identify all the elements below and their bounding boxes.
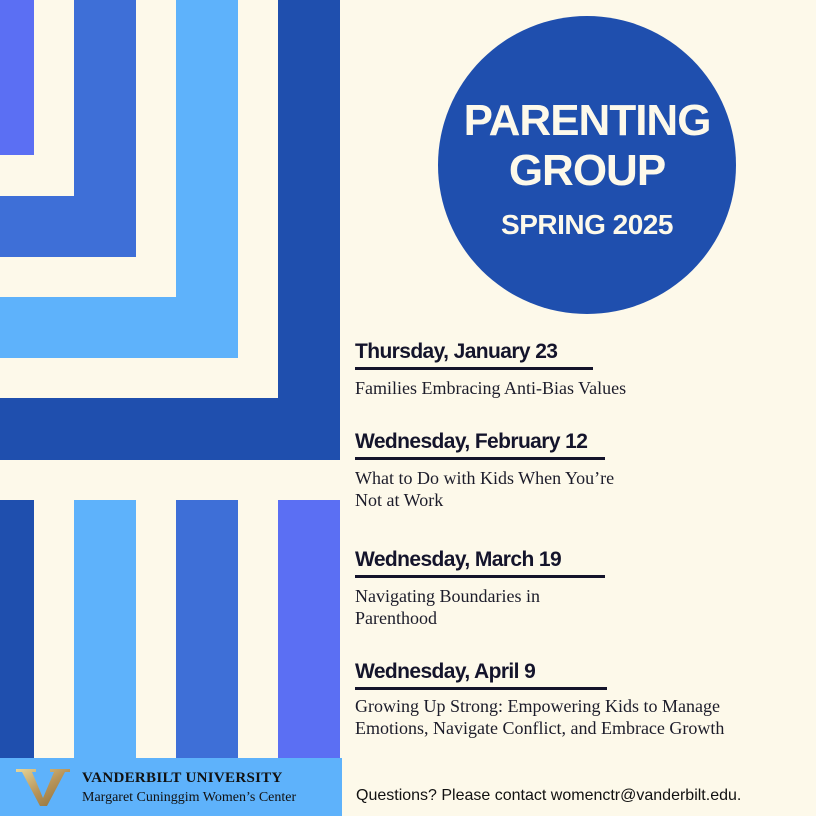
event-title (355, 585, 605, 629)
event-title-line: Families Embracing Anti-Bias Values (355, 378, 627, 398)
vanderbilt-v-logo-icon (14, 766, 72, 808)
stripe-light-horizontal (0, 297, 238, 358)
stripe-bottom-periwinkle (278, 500, 340, 758)
event-date: Wednesday, April 9 (355, 660, 607, 690)
vanderbilt-logo-block (0, 758, 342, 816)
stripe-periwinkle-corner (0, 0, 34, 155)
stripe-mid-horizontal (0, 196, 136, 257)
title-line-1: PARENTING (463, 96, 711, 145)
subtitle: SPRING 2025 (501, 209, 673, 240)
title-circle (438, 16, 736, 314)
event-date: Wednesday, February 12 (355, 430, 605, 460)
university-name: VANDERBILT UNIVERSITY (82, 770, 283, 786)
stripe-bottom-light (74, 500, 136, 758)
event-item (355, 660, 724, 739)
event-title-line: Parenthood (355, 608, 437, 628)
event-title-line: What to Do with Kids When You’re (355, 468, 615, 488)
event-title-line: Navigating Boundaries in (355, 586, 540, 606)
event-title (355, 467, 614, 511)
event-title (355, 377, 626, 399)
event-title (355, 695, 724, 739)
event-date: Wednesday, March 19 (355, 548, 605, 578)
stripe-bottom-dark (0, 500, 34, 758)
stripe-dark-vertical (278, 0, 340, 460)
event-item (355, 340, 626, 399)
event-item (355, 430, 614, 511)
event-title-line: Not at Work (355, 490, 444, 510)
event-item (355, 548, 605, 629)
event-title-line: Emotions, Navigate Conflict, and Embrace Growth (355, 718, 725, 738)
stripe-bottom-mid (176, 500, 238, 758)
event-date: Thursday, January 23 (355, 340, 593, 370)
event-title-line: Growing Up Strong: Empowering Kids to Manage (355, 696, 720, 716)
contact-text: Questions? Please contact womenctr@vanderbilt.edu. (356, 787, 742, 804)
center-name: Margaret Cuninggim Women’s Center (82, 790, 297, 805)
stripe-dark-horizontal (0, 398, 340, 460)
title-line-2: GROUP (508, 146, 666, 195)
